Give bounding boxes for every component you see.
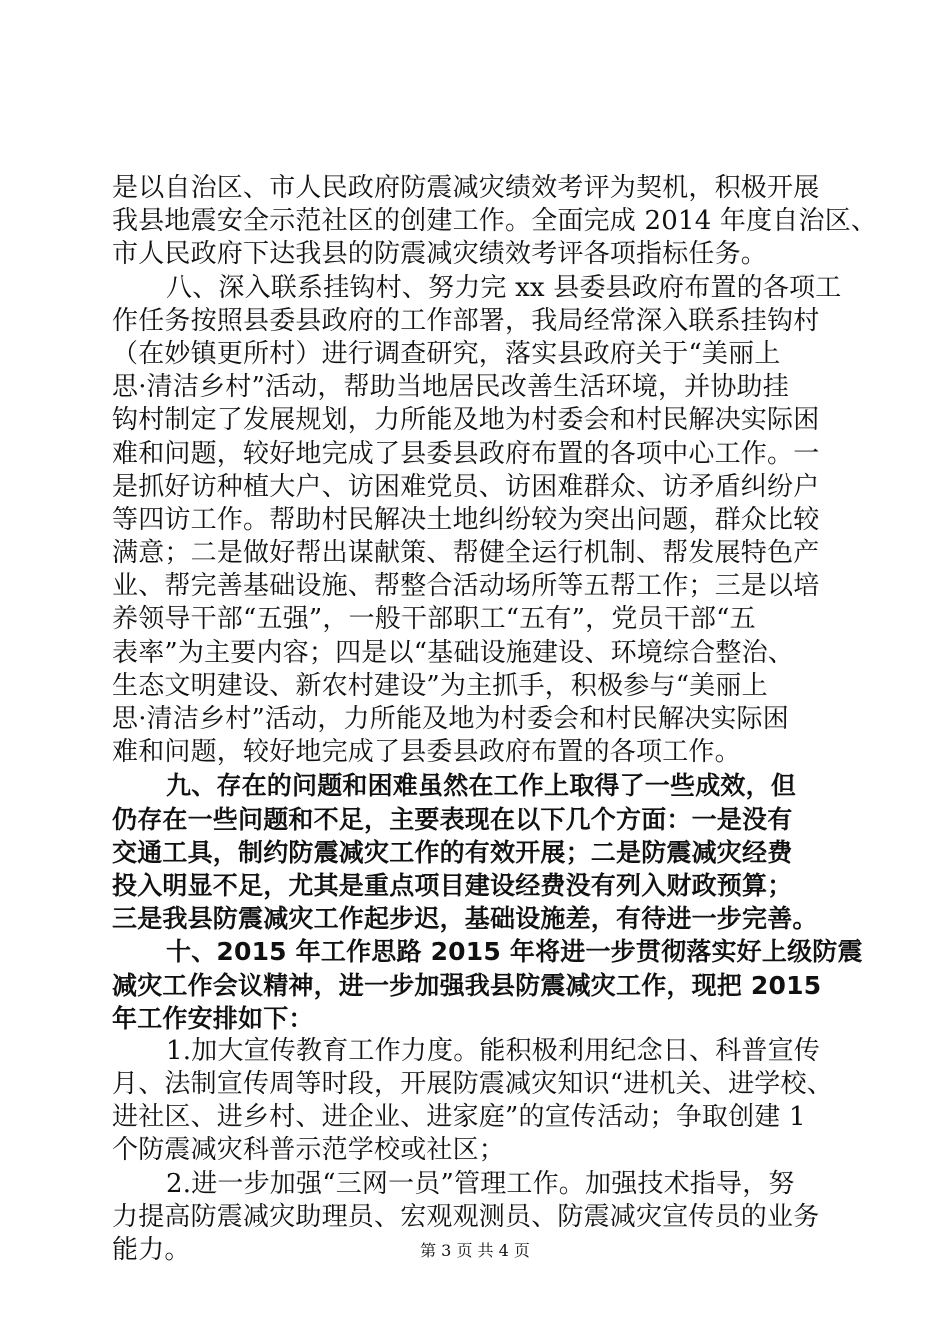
text-line: 是以自治区、市人民政府防震减灾绩效考评为契机，积极开展 bbox=[112, 173, 820, 203]
text-line: 力提高防震减灾助理员、宏观观测员、防震减灾宣传员的业务 bbox=[112, 1201, 820, 1232]
text-line: 进社区、进乡村、进企业、进家庭”的宣传活动；争取创建 1 bbox=[112, 1102, 806, 1133]
text-line: 思·清洁乡村”活动，帮助当地居民改善生活环境，并协助挂 bbox=[112, 372, 789, 403]
paragraph-section-ten bbox=[112, 935, 863, 1035]
text-line: 仍存在一些问题和不足，主要表现在以下几个方面：一是没有 bbox=[112, 804, 793, 834]
text-line: 表率”为主要内容；四是以“基础设施建设、环境综合整治、 bbox=[112, 637, 794, 668]
text-line: 钩村制定了发展规划，力所能及地为村委会和村民解决实际困 bbox=[112, 405, 820, 436]
text-line: 减灾工作会议精神，进一步加强我县防震减灾工作，现把 2015 bbox=[112, 970, 822, 1000]
text-line: 投入明显不足，尤其是重点项目建设经费没有列入财政预算； bbox=[112, 870, 793, 900]
text-line: 业、帮完善基础设施、帮整合活动场所等五帮工作；三是以培 bbox=[112, 571, 820, 602]
text-line: 交通工具，制约防震减灾工作的有效开展；二是防震减灾经费 bbox=[112, 837, 793, 867]
text-line: 月、法制宣传周等时段，开展防震减灾知识“进机关、进学校、 bbox=[112, 1069, 833, 1100]
text-line: 2.进一步加强“三网一员”管理工作。加强技术指导，努 bbox=[166, 1168, 795, 1199]
text-line: 九、存在的问题和困难虽然在工作上取得了一些成效，但 bbox=[166, 771, 797, 801]
document-body bbox=[112, 172, 878, 1267]
text-line: 满意；二是做好帮出谋献策、帮健全运行机制、帮发展特色产 bbox=[112, 538, 820, 569]
text-line: 等四访工作。帮助村民解决土地纠纷较为突出问题，群众比较 bbox=[112, 504, 820, 535]
paragraph-section-eight bbox=[112, 272, 842, 770]
text-line: 思·清洁乡村”活动，力所能及地为村委会和村民解决实际困 bbox=[112, 704, 789, 734]
text-line: 年工作安排如下： bbox=[112, 1003, 314, 1033]
text-line: 1.加大宣传教育工作力度。能积极利用纪念日、科普宣传 bbox=[166, 1035, 821, 1066]
text-line: 三是我县防震减灾工作起步迟，基础设施差，有待进一步完善。 bbox=[112, 904, 818, 934]
text-line: （在妙镇更所村）进行调查研究，落实县政府关于“美丽上 bbox=[112, 338, 781, 369]
text-line: 作任务按照县委县政府的工作部署，我局经常深入联系挂钩村 bbox=[112, 305, 820, 336]
text-line: 生态文明建设、新农村建设”为主抓手，积极参与“美丽上 bbox=[112, 670, 768, 701]
paragraph-section-nine bbox=[112, 769, 832, 935]
text-line: 八、深入联系挂钩村、努力完 xx 县委县政府布置的各项工 bbox=[166, 272, 842, 303]
paragraph-disaster-assessment bbox=[112, 172, 878, 272]
page-number-footer: 第 3 页 共 4 页 bbox=[420, 1241, 530, 1260]
paragraph-item-one bbox=[112, 1035, 832, 1168]
text-line: 十、2015 年工作思路 2015 年将进一步贯彻落实好上级防震 bbox=[166, 937, 863, 967]
text-line: 个防震减灾科普示范学校或社区； bbox=[112, 1135, 506, 1166]
text-line: 我县地震安全示范社区的创建工作。全面完成 2014 年度自治区、 bbox=[112, 206, 878, 237]
text-line: 难和问题，较好地完成了县委县政府布置的各项中心工作。一 bbox=[112, 438, 820, 469]
text-line: 市人民政府下达我县的防震减灾绩效考评各项指标任务。 bbox=[112, 239, 768, 270]
text-line: 是抓好访种植大户、访困难党员、访困难群众、访矛盾纠纷户 bbox=[112, 471, 820, 502]
text-line: 养领导干部“五强”，一般干部职工“五有”，党员干部“五 bbox=[112, 604, 756, 635]
text-line: 难和问题，较好地完成了县委县政府布置的各项工作。 bbox=[112, 737, 741, 768]
text-line: 能力。 bbox=[112, 1235, 191, 1265]
